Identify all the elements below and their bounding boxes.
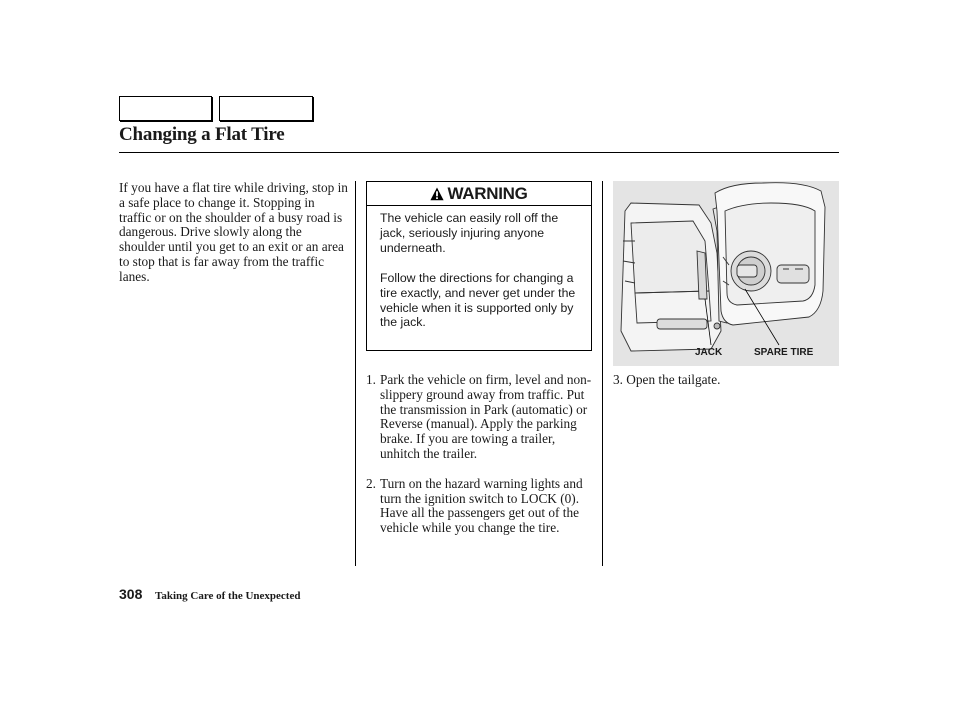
step-3-text: 3. Open the tailgate. <box>613 372 721 387</box>
warning-triangle-icon <box>430 187 444 201</box>
warning-paragraph: The vehicle can easily roll off the jack, seriously injuring anyone underneath. <box>380 211 559 255</box>
step-item <box>366 373 598 462</box>
title-rule <box>119 152 839 153</box>
warning-paragraph: Follow the directions for changing a tire exactly, and never get under the vehicle when it is supported only by the jack. <box>380 270 576 330</box>
steps-list <box>366 373 598 551</box>
column-divider-2 <box>602 181 603 566</box>
warning-box <box>366 181 592 351</box>
warning-label: WARNING <box>447 183 528 203</box>
column-divider-1 <box>355 181 356 566</box>
jack-label: JACK <box>695 347 723 358</box>
section-name: Taking Care of the Unexpected <box>155 590 301 602</box>
warning-body <box>367 206 591 330</box>
step-text: Park the vehicle on firm, level and non-slippery ground away from traffic. Put the transmission in Park (automatic) or Reverse (manual). Apply the parking brake. If you are towing a trailer, unhitch the trailer. <box>380 372 592 461</box>
step-text: Turn on the hazard warning lights and turn the ignition switch to LOCK (0). Have all the passengers get out of the vehicle while you change the tire. <box>380 475 583 536</box>
page-title: Changing a Flat Tire <box>119 124 285 145</box>
step-item <box>366 477 598 536</box>
spare-tire-label: SPARE TIRE <box>754 347 814 358</box>
header-tab-box-1 <box>119 96 212 121</box>
step-number: 2. <box>366 475 376 491</box>
page-number: 308 <box>119 586 143 602</box>
header-tab-box-2 <box>219 96 313 121</box>
intro-paragraph: If you have a flat tire while driving, stop in a safe place to change it. Stopping in traffic or on the shoulder of a busy road is dangerous. Drive slowly along the shoulder until you get to an exit or an area to stop that is far away from the traffic lanes. <box>119 180 348 284</box>
tailgate-drawing <box>613 181 839 366</box>
tailgate-illustration <box>613 181 839 366</box>
warning-header <box>367 182 591 206</box>
step-number: 1. <box>366 372 376 387</box>
